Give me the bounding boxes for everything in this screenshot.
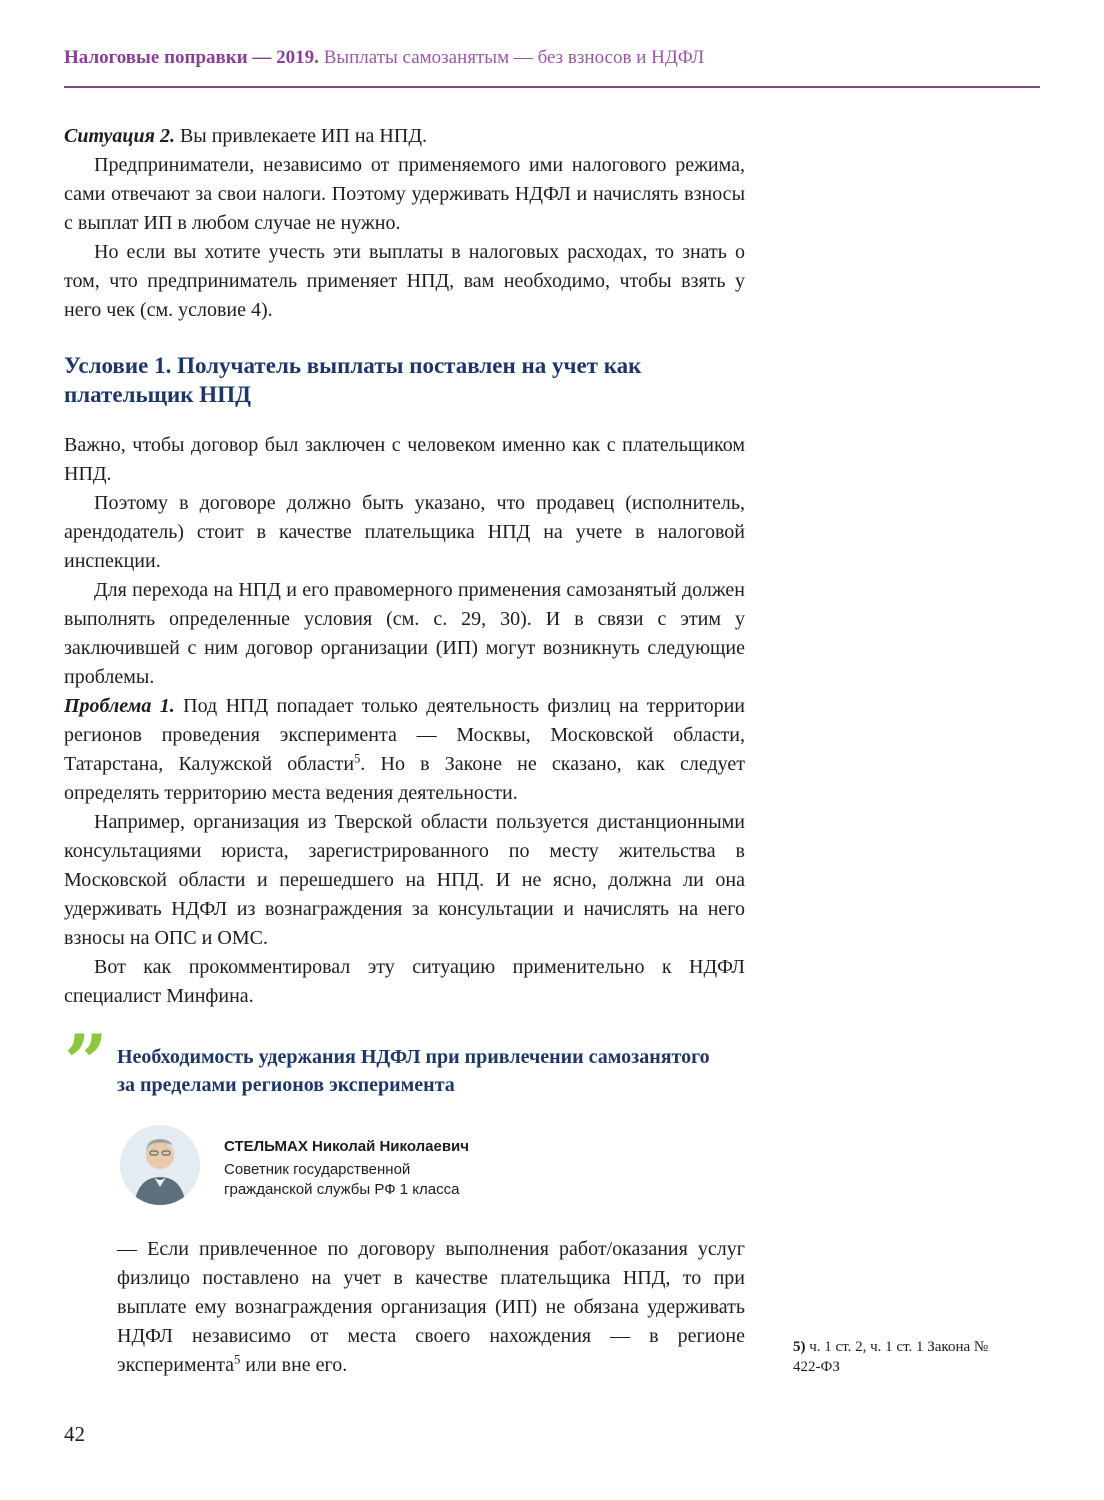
- page-number: 42: [64, 1422, 85, 1446]
- condition-paragraph-3: Для перехода на НПД и его правомерного применения самозанятый должен выполнять определенные условия (см. с. 29, 30). И в связи с этим у заключившей с ним договор организации (ИП) могут возникнуть следующие проблемы.: [64, 579, 745, 688]
- quote-text: [117, 1235, 745, 1380]
- problem-1-text-a: Под НПД попадает только деятельность физлиц на территории регионов проведения эксперимента — Москвы, Московской области, Татарстана, Калужской области: [64, 695, 745, 775]
- expert-photo: [120, 1125, 200, 1205]
- footnote-ref-5: 5: [354, 751, 361, 766]
- intro-paragraph-2: Но если вы хотите учесть эти выплаты в налоговых расходах, то знать о том, что предприниматель применяет НПД, вам необходимо, чтобы взять у него чек (см. условие 4).: [64, 241, 745, 321]
- quote-icon: ”: [64, 1018, 104, 1107]
- header-article-title: Выплаты самозанятым — без взносов и НДФЛ: [318, 47, 705, 68]
- quote-heading: Необходимость удержания НДФЛ при привлечении самозанятого за пределами регионов эксперимента: [117, 1046, 710, 1096]
- quote-text-b: или вне его.: [240, 1354, 348, 1376]
- header-rubric: Налоговые поправки — 2019.: [64, 47, 319, 68]
- expert-quote-block: [64, 1018, 745, 1380]
- expert-name: СТЕЛЬМАХ Николай Николаевич: [224, 1138, 469, 1155]
- problem-1-paragraph: [64, 692, 745, 808]
- expert-info: [224, 1125, 484, 1200]
- problem-paragraph-3: Вот как прокомментировал эту ситуацию применительно к НДФЛ специалист Минфина.: [64, 956, 745, 1007]
- footnote-text: ч. 1 ст. 2, ч. 1 ст. 1 Закона № 422-ФЗ: [793, 1339, 989, 1375]
- condition-paragraph-1: Важно, чтобы договор был заключен с человеком именно как с плательщиком НПД.: [64, 434, 745, 485]
- expert-row: [120, 1125, 745, 1205]
- quote-mark-column: [64, 1018, 117, 1380]
- expert-title: Советник государственной гражданской службы РФ 1 класса: [224, 1161, 460, 1198]
- quote-text-a: — Если привлеченное по договору выполнения работ/оказания услуг физлицо поставлено на учет в качестве плательщика НПД, то при выплате ему вознаграждения организация (ИП) не обязана удерживать НДФЛ независимо от места своего нахождения — в регионе эксперимента: [117, 1238, 745, 1376]
- footnote-marker: 5): [793, 1339, 806, 1355]
- situation-2-label: Ситуация 2.: [64, 125, 175, 147]
- problem-1-label: Проблема 1.: [64, 695, 175, 717]
- problem-paragraph-2: Например, организация из Тверской области пользуется дистанционными консультациями юриста, зарегистрированного по месту жительства в Московской области и перешедшего на НПД. И не ясно, должна ли она удерживать НДФЛ из вознаграждения за консультации и начислять на него взносы на ОПС и ОМС.: [64, 811, 745, 949]
- quote-body: [117, 1043, 745, 1380]
- article-body: [64, 122, 745, 1380]
- footnote-ref-5-quote: 5: [234, 1352, 241, 1367]
- page-header: [64, 46, 1040, 88]
- situation-2-lead: Вы привлекаете ИП на НПД.: [174, 125, 427, 147]
- condition-paragraph-2: Поэтому в договоре должно быть указано, что продавец (исполнитель, арендодатель) стоит в качестве плательщика НПД на учете в налоговой инспекции.: [64, 492, 745, 572]
- condition-1-heading: Условие 1. Получатель выплаты поставлен на учет как плательщик НПД: [64, 353, 642, 407]
- margin-footnote-5: [793, 1337, 1013, 1377]
- problem-1-text-b: . Но в Законе не сказано, как следует определять территорию места ведения деятельности.: [64, 753, 745, 804]
- intro-paragraph-1: Предприниматели, независимо от применяемого ими налогового режима, сами отвечают за свои налоги. Поэтому удерживать НДФЛ и начислять взносы с выплат ИП в любом случае не нужно.: [64, 154, 745, 234]
- situation-2-paragraph: [64, 122, 745, 151]
